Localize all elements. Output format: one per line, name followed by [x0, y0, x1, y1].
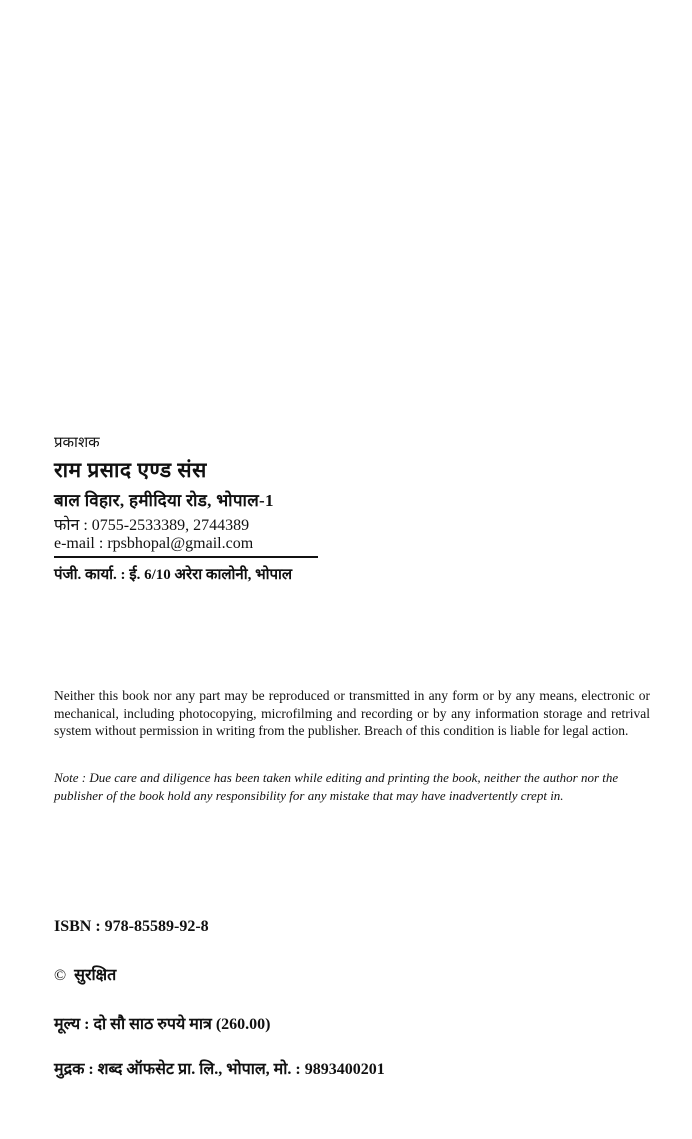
publisher-heading: प्रकाशक	[54, 435, 100, 451]
copyright-icon: ©	[54, 967, 67, 984]
disclaimer-note: Note : Due care and diligence has been taken while editing and printing the book, neither the author nor the publisher of the book hold any responsibility for any mistake that may have inadvertently crept in.	[54, 770, 619, 803]
isbn: ISBN : 978-85589-92-8	[54, 918, 209, 935]
separator-rule	[54, 556, 318, 558]
printer: मुद्रक : शब्द ऑफसेट प्रा. लि., भोपाल, मो. : 9893400201	[54, 1061, 385, 1078]
publisher-name: राम प्रसाद एण्ड संस	[54, 458, 207, 482]
price: मूल्य : दो सौ साठ रुपये मात्र (260.00)	[54, 1016, 271, 1033]
copyright-text: सुरक्षित	[74, 967, 117, 984]
publisher-email: e-mail : rpsbhopal@gmail.com	[54, 535, 254, 552]
registered-office: पंजी. कार्या. : ई. 6/10 अरेरा कालोनी, भोपाल	[54, 567, 293, 583]
publisher-address: बाल विहार, हमीदिया रोड, भोपाल-1	[54, 491, 274, 510]
copyright-line	[54, 963, 116, 985]
copyright-notice: Neither this book nor any part may be reproduced or transmitted in any form or by any means, electronic or mechanical, including photocopying, microfilming and recording or by any information storage and retrival system without permission in writing from the publisher. Breach of this condition is liable for legal action.	[54, 688, 650, 738]
publisher-phone: फोन : 0755-2533389, 2744389	[54, 517, 250, 534]
